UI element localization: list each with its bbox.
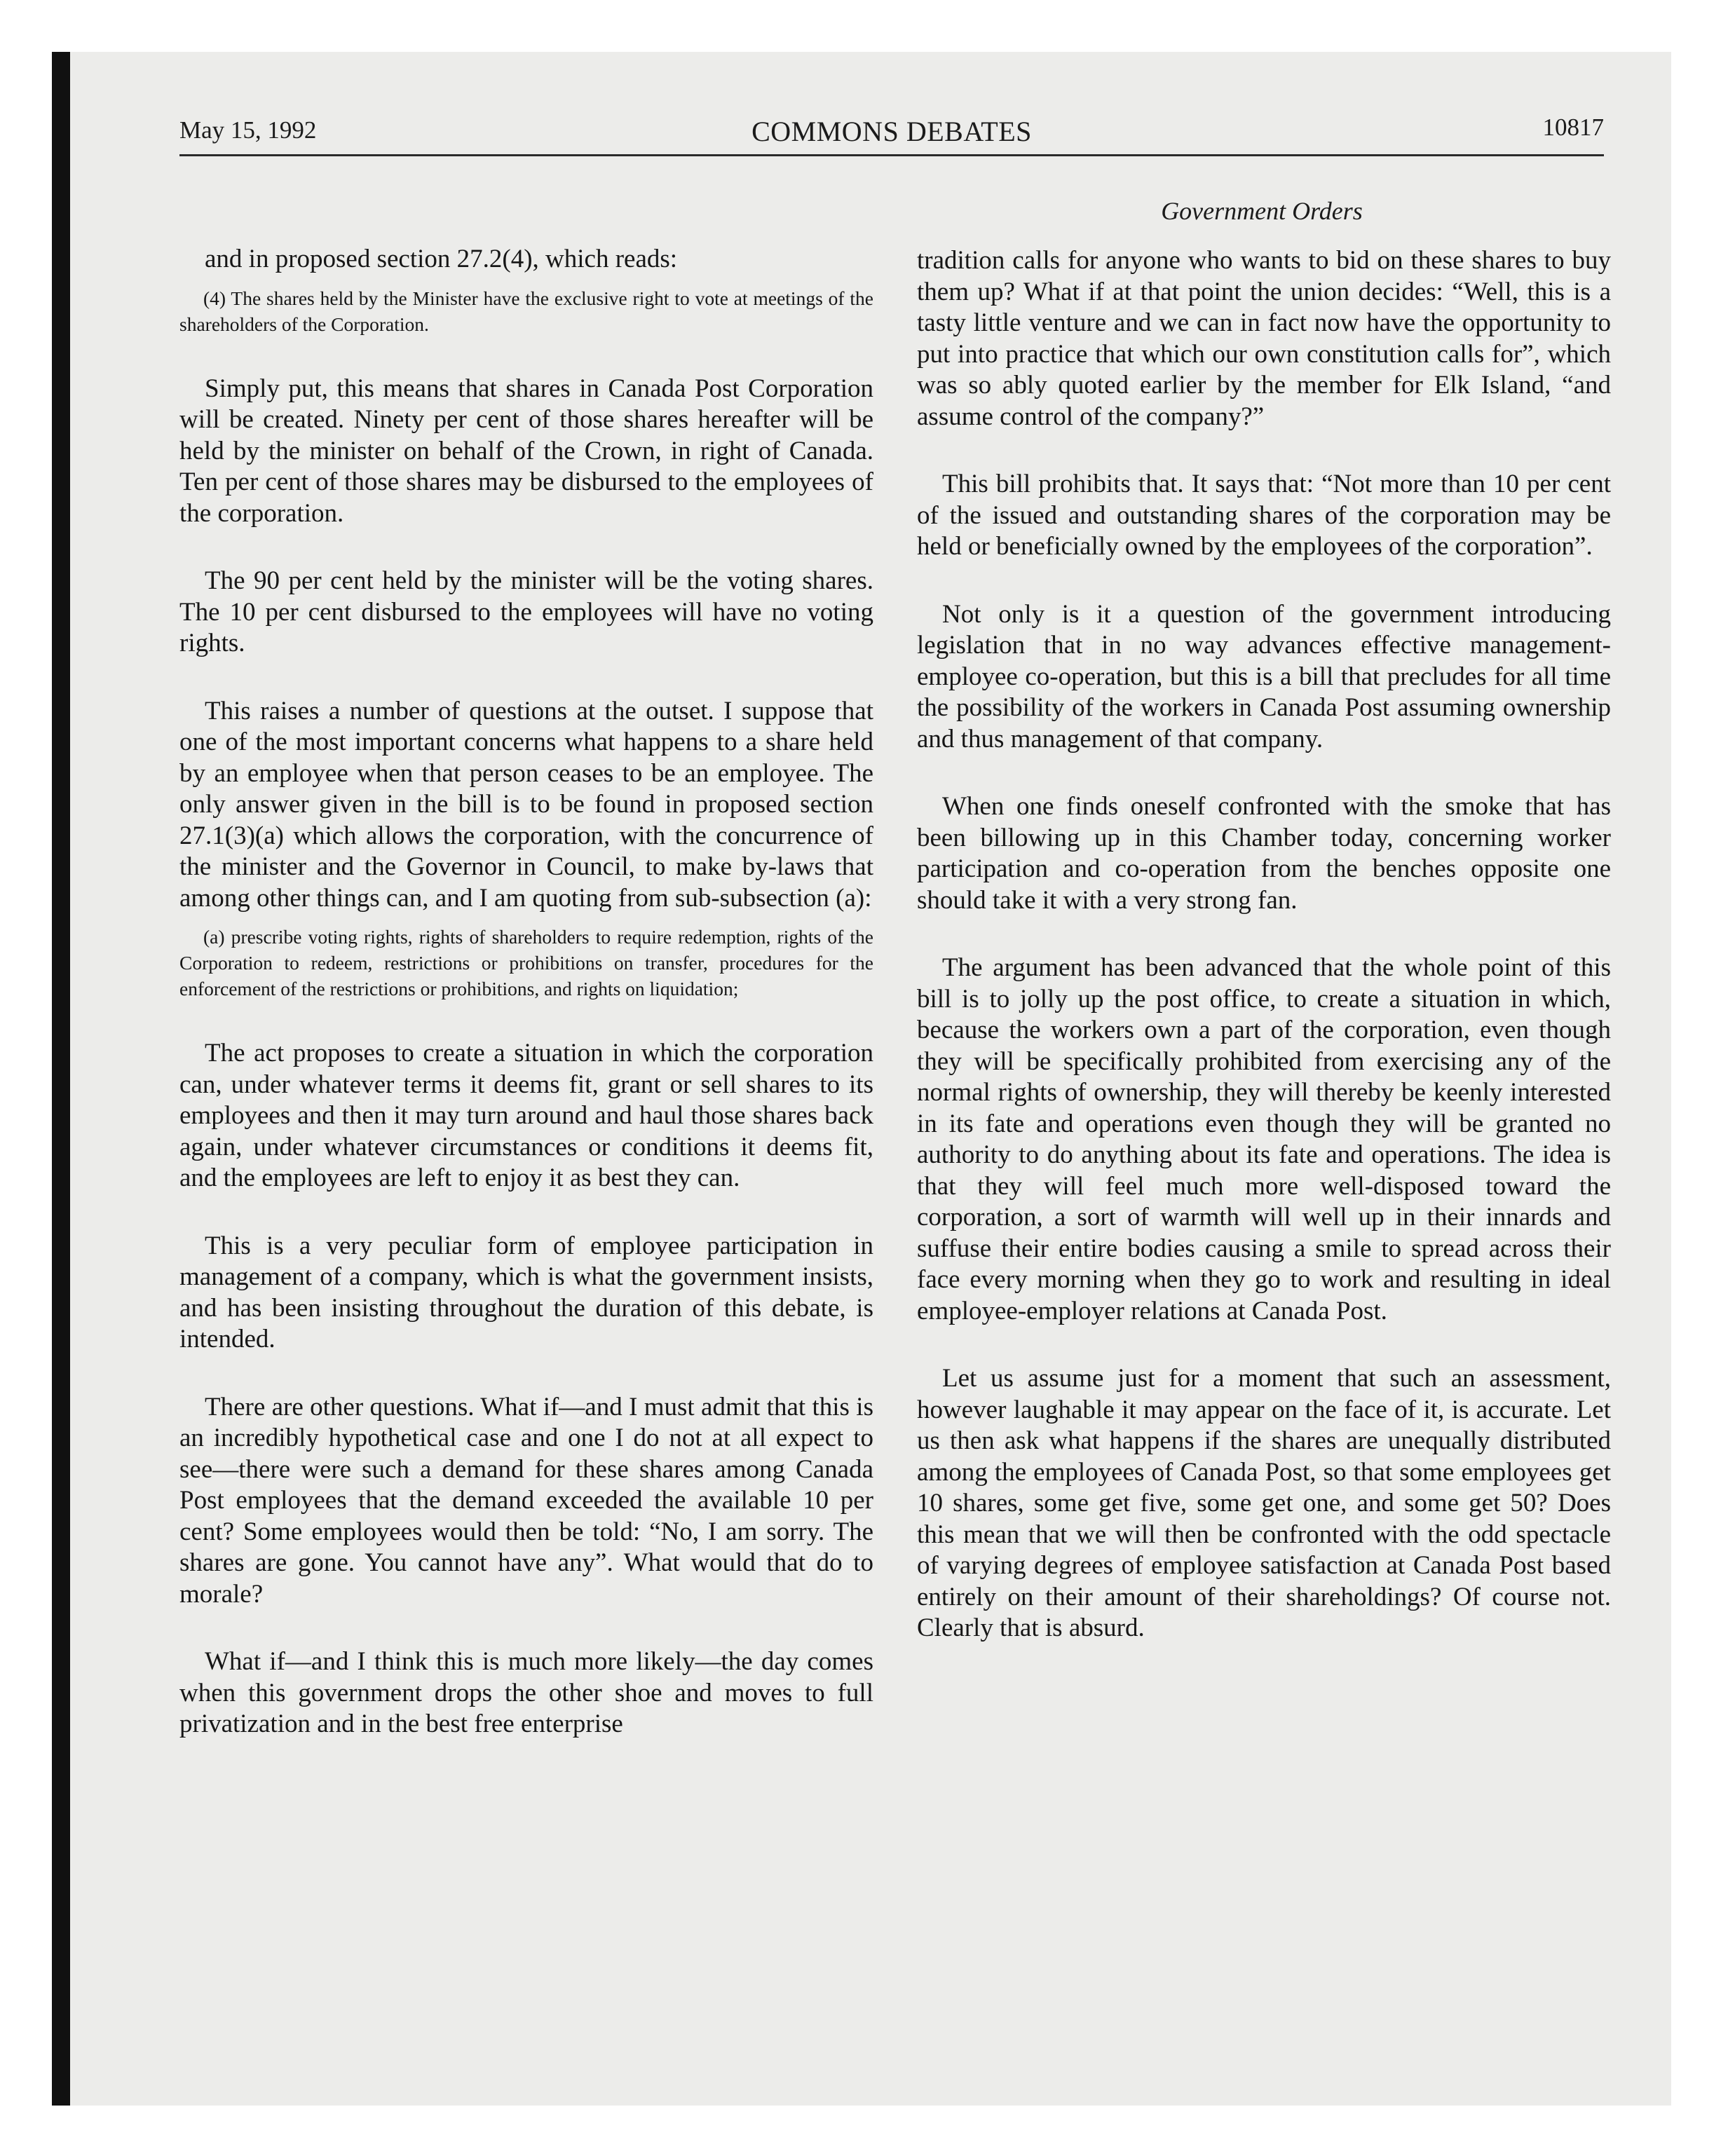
statute-quote: (a) prescribe voting rights, rights of shareholders to require redemption, rights of the Corporation to redeem, restrictions or prohibitions on transfer, procedures for the enforcement of the restrictions or prohibitions, and rights on liquidation; bbox=[179, 926, 873, 999]
paragraph: There are other questions. What if—and I must admit that this is an incredibly hypothetical case and one I do not at all expect to see—there were such a demand for these shares among Canada Post employees that the demand exceeded the available 10 per cent? Some employees would then be told: “No, I am sorry. The shares are gone. You cannot have any”. What would that do to morale? bbox=[179, 1392, 873, 1609]
paragraph: Not only is it a question of the government introducing legislation that in no way advances effective management-employee co-operation, but this is a bill that precludes for all time the possibility of the workers in Canada Post assuming ownership and thus management of that company. bbox=[917, 599, 1611, 753]
paragraph: The act proposes to create a situation in which the corporation can, under whatever terms it deems fit, grant or sell shares to its employees and then it may turn around and haul those shares back again, under whatever circumstances or conditions it deems fit, and the employees are left to enjoy it as best they can. bbox=[179, 1039, 873, 1192]
header-title: COMMONS DEBATES bbox=[751, 116, 1032, 147]
paragraph: What if—and I think this is much more likely—the day comes when this government drops the other shoe and moves to full privatization and in the best free enterprise bbox=[179, 1647, 873, 1738]
header-page-number: 10817 bbox=[1542, 114, 1604, 141]
right-column bbox=[917, 245, 1611, 1681]
paragraph: When one finds oneself confronted with the smoke that has been billowing up in this Chamber today, concerning worker participation and co-operation from the benches opposite one should take it with a very strong fan. bbox=[917, 792, 1611, 915]
paragraph: This raises a number of questions at the outset. I suppose that one of the most important concerns what happens to a share held by an employee when that person ceases to be an employee. The only answer given in the bill is to be found in proposed section 27.1(3)(a) which allows the corporation, with the concurrence of the minister and the Governor in Council, to make by-laws that among other things can, and I am quoting from sub-subsection (a): bbox=[179, 696, 873, 913]
paragraph: The 90 per cent held by the minister will be the voting shares. The 10 per cent disbursed to the employees will have no voting rights. bbox=[179, 566, 873, 657]
header-date: May 15, 1992 bbox=[179, 116, 317, 144]
header-rule bbox=[179, 154, 1604, 156]
paragraph: This is a very peculiar form of employee participation in management of a company, which is what the government insists, and has been insisting throughout the duration of this debate, is intended. bbox=[179, 1231, 873, 1353]
paragraph: tradition calls for anyone who wants to bid on these shares to buy them up? What if at that point the union decides: “Well, this is a tasty little venture and we can in fact now have the opportunity to put into practice that which our own constitution calls for”, which was so ably quoted earlier by the member for Elk Island, “and assume control of the company?” bbox=[917, 246, 1611, 431]
paragraph: The argument has been advanced that the whole point of this bill is to jolly up the post office, to create a situation in which, because the workers own a part of the corporation, even though they will be specifically prohibited from exercising any of the normal rights of ownership, they will thereby be keenly interested in its fate and operations even though they will be granted no authority to do anything about its fate and operations. The idea is that they will feel much more well-disposed toward the corporation, a sort of warmth will well up in their innards and suffuse their entire bodies causing a smile to spread across their face every morning when they go to work and resulting in ideal employee-employer relations at Canada Post. bbox=[917, 953, 1611, 1325]
paragraph: and in proposed section 27.2(4), which reads: bbox=[205, 245, 678, 273]
paragraph: Let us assume just for a moment that such an assessment, however laughable it may appear on the face of it, is accurate. Let us then ask what happens if the shares are unequally distributed among the employees of Canada Post, so that some employees get 10 shares, some get five, some get one, and some get 50? Does this mean that we will then be confronted with the odd spectacle of varying degrees of employee satisfaction at Canada Post based entirely on their amount of their shareholdings? Of course not. Clearly that is absurd. bbox=[917, 1364, 1611, 1642]
paragraph: This bill prohibits that. It says that: “Not more than 10 per cent of the issued and outstanding shares of the corporation may be held or beneficially owned by the employees of the corporation”. bbox=[917, 470, 1611, 561]
section-title: Government Orders bbox=[1161, 197, 1363, 225]
paragraph: Simply put, this means that shares in Canada Post Corporation will be created. Ninety per cent of those shares hereafter will be held by the minister on behalf of the Crown, in right of Canada. Ten per cent of those shares may be disbursed to the employees of the corporation. bbox=[179, 374, 873, 528]
left-column bbox=[179, 244, 873, 1777]
page-header bbox=[179, 111, 1604, 156]
scan-border bbox=[52, 52, 70, 2106]
statute-quote: (4) The shares held by the Minister have the exclusive right to vote at meetings of the shareholders of the Corporation. bbox=[179, 287, 873, 335]
